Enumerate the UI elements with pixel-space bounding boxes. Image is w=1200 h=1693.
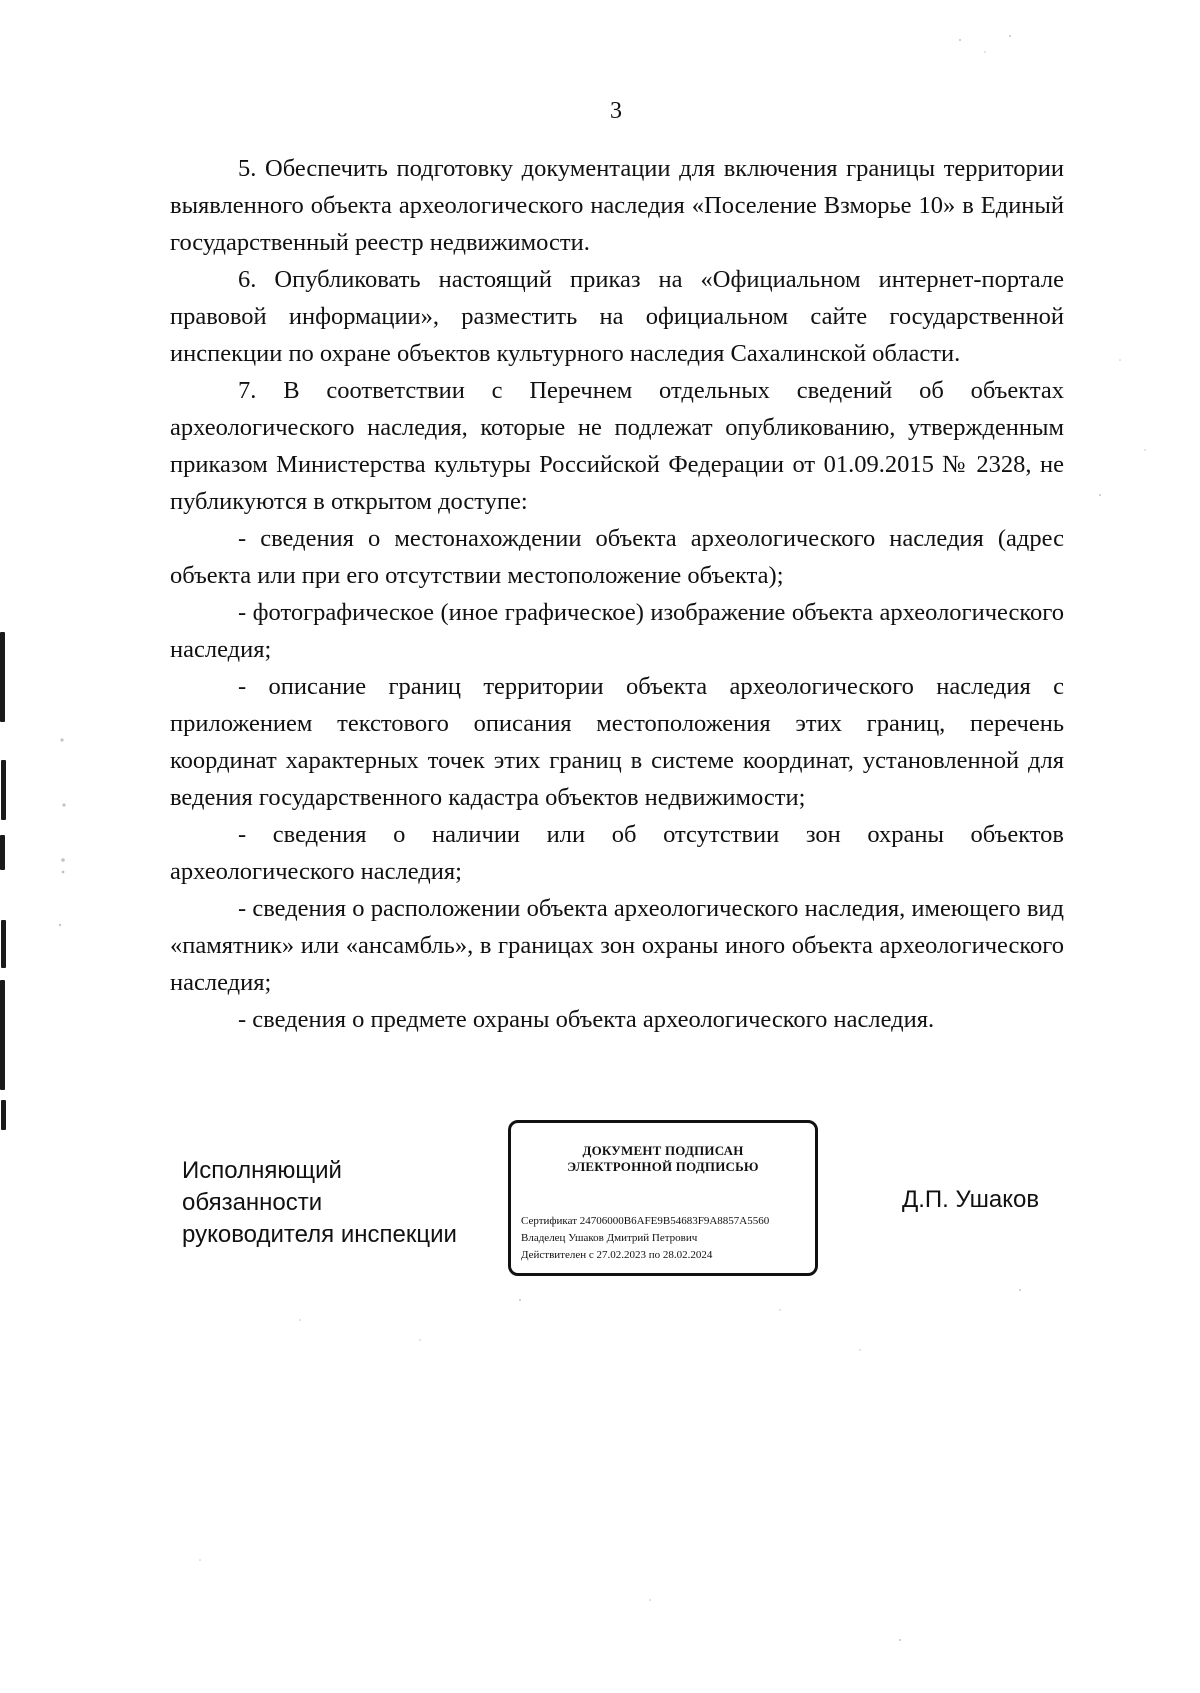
stamp-title-line: ДОКУМЕНТ ПОДПИСАН xyxy=(582,1143,744,1158)
paragraph-item-5: 5. Обеспечить подготовку документации для включения границы территории выявленного объекта археологического наследия «Поселение Взморье 10» в Единый государственный реестр недвижимости. xyxy=(170,155,1064,256)
stamp-validity: Действителен с 27.02.2023 по 28.02.2024 xyxy=(521,1249,713,1261)
signatory-title xyxy=(182,1155,457,1251)
stamp-title-line: ЭЛЕКТРОННОЙ ПОДПИСЬЮ xyxy=(567,1159,759,1174)
paragraph-item-7: 7. В соответствии с Перечнем отдельных сведений об объектах археологического наследия, которые не подлежат опубликованию, утвержденным приказом Министерства культуры Российской Федерации от 01.09.2015 № 2328, не публикуются в открытом доступе: xyxy=(170,377,1064,515)
signer-name: Д.П. Ушаков xyxy=(902,1186,1040,1213)
scan-edge-artifact xyxy=(0,620,9,1140)
signatory-title-line: Исполняющий xyxy=(182,1157,342,1184)
stamp-owner: Владелец Ушаков Дмитрий Петрович xyxy=(521,1232,698,1244)
list-item: - сведения о предмете охраны объекта археологического наследия. xyxy=(238,1006,935,1033)
list-item: - описание границ территории объекта археологического наследия с приложением текстового описания местоположения этих границ, перечень координат характерных точек этих границ в системе координат, установленной для ведения государственного кадастра объектов недвижимости; xyxy=(170,673,1064,811)
page-number: 3 xyxy=(610,98,622,124)
signatory-title-line: обязанности xyxy=(182,1189,323,1216)
paragraph-item-6: 6. Опубликовать настоящий приказ на «Официальном интернет-портале правовой информации», разместить на официальном сайте государственной инспекции по охране объектов культурного наследия Сахалинской области. xyxy=(170,266,1064,367)
list-item: - сведения о наличии или об отсутствии зон охраны объектов археологического наследия; xyxy=(170,821,1064,885)
list-item: - фотографическое (иное графическое) изображение объекта археологического наследия; xyxy=(170,599,1064,663)
stamp-title xyxy=(511,1143,815,1175)
list-item: - сведения о местонахождении объекта археологического наследия (адрес объекта или при его отсутствии местоположение объекта); xyxy=(170,525,1064,589)
electronic-signature-stamp xyxy=(508,1120,818,1276)
stamp-certificate: Сертификат 24706000B6AFE9B54683F9A8857A5560 xyxy=(521,1215,770,1227)
list-item: - сведения о расположении объекта археологического наследия, имеющего вид «памятник» или «ансамбль», в границах зон охраны иного объекта археологического наследия; xyxy=(170,895,1064,996)
stamp-details xyxy=(521,1213,809,1264)
signatory-title-line: руководителя инспекции xyxy=(182,1221,457,1248)
order-text xyxy=(170,150,1064,1038)
